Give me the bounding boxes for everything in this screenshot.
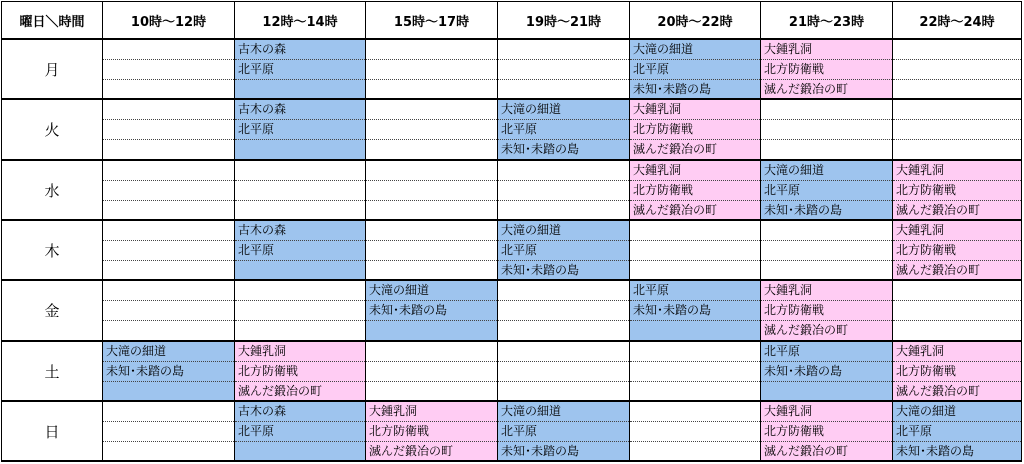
day-label: 木 <box>2 221 103 281</box>
cell-line: 北方防衛戦 <box>366 422 497 442</box>
day-label: 火 <box>2 100 103 161</box>
cell-line: 大滝の細道 <box>630 40 760 60</box>
cell-line: 北平原 <box>498 241 629 261</box>
cell-line: 滅んだ鍛冶の町 <box>764 444 849 458</box>
empty-cell <box>366 161 498 221</box>
cell-line: 大滝の細道 <box>498 221 629 241</box>
schedule-cell <box>761 40 893 100</box>
cell-line: 大鍾乳洞 <box>630 161 760 181</box>
cell-line <box>235 442 365 461</box>
cell-line <box>630 422 760 442</box>
cell-line: 未知･未踏の島 <box>630 301 760 321</box>
cell-line: 北平原 <box>630 281 760 301</box>
schedule-cell <box>630 40 761 100</box>
schedule-cell <box>761 281 893 342</box>
empty-cell <box>761 221 893 281</box>
cell-line <box>366 382 497 401</box>
cell-line: 北方防衛戦 <box>893 362 1021 382</box>
schedule-cell <box>366 402 498 462</box>
cell-line: 大滝の細道 <box>366 281 497 301</box>
cell-line <box>103 80 234 99</box>
schedule-cell <box>498 402 630 462</box>
cell-line: 大滝の細道 <box>498 402 629 422</box>
cell-line <box>103 261 234 280</box>
time-slot-header: 19時～21時 <box>498 2 630 40</box>
cell-line: 滅んだ鍛冶の町 <box>896 384 981 398</box>
cell-line <box>103 120 234 140</box>
cell-line <box>498 382 629 401</box>
cell-line: 滅んだ鍛冶の町 <box>896 203 981 217</box>
cell-line: 北方防衛戦 <box>630 181 760 201</box>
empty-cell <box>103 161 235 221</box>
cell-line: 滅んだ鍛冶の町 <box>764 82 849 96</box>
cell-line <box>761 120 892 140</box>
cell-line <box>893 281 1021 301</box>
time-slot-header: 21時～23時 <box>761 2 893 40</box>
cell-line: 未知･未踏の島 <box>764 203 843 217</box>
schedule-cell <box>761 161 893 221</box>
cell-line <box>498 60 629 80</box>
cell-line <box>630 241 760 261</box>
cell-line <box>235 301 365 321</box>
cell-line <box>103 402 234 422</box>
cell-line <box>103 221 234 241</box>
time-slot-header: 20時～22時 <box>630 2 761 40</box>
cell-line: 滅んだ鍛冶の町 <box>764 323 849 337</box>
cell-line <box>893 301 1021 321</box>
cell-line <box>630 342 760 362</box>
cell-line <box>103 100 234 120</box>
cell-line <box>366 60 497 80</box>
cell-line: 未知･未踏の島 <box>501 142 580 156</box>
schedule-cell <box>235 40 366 100</box>
cell-line: 滅んだ鍛冶の町 <box>633 142 718 156</box>
cell-line <box>366 140 497 159</box>
cell-line <box>761 241 892 261</box>
schedule-cell <box>103 342 235 402</box>
schedule-cell <box>630 281 761 342</box>
cell-line: 大鍾乳洞 <box>366 402 497 422</box>
day-label: 日 <box>2 402 103 462</box>
empty-cell <box>366 342 498 402</box>
cell-line: 北平原 <box>498 422 629 442</box>
cell-line: 北方防衛戦 <box>761 60 892 80</box>
cell-line: 大滝の細道 <box>103 342 234 362</box>
empty-cell <box>103 221 235 281</box>
corner-header: 曜日＼時間 <box>2 2 103 40</box>
cell-line: 大滝の細道 <box>893 402 1021 422</box>
schedule-cell <box>630 161 761 221</box>
cell-line: 古木の森 <box>235 402 365 422</box>
schedule-cell <box>498 100 630 161</box>
cell-line <box>761 140 892 159</box>
cell-line <box>235 181 365 201</box>
cell-line <box>235 281 365 301</box>
cell-line <box>103 281 234 301</box>
cell-line <box>103 321 234 340</box>
cell-line <box>498 161 629 181</box>
time-slot-header: 22時～24時 <box>893 2 1022 40</box>
empty-cell <box>103 40 235 100</box>
cell-line <box>235 80 365 99</box>
cell-line: 滅んだ鍛冶の町 <box>633 203 718 217</box>
empty-cell <box>498 161 630 221</box>
empty-cell <box>761 100 893 161</box>
day-label: 金 <box>2 281 103 342</box>
schedule-cell <box>235 342 366 402</box>
schedule-cell <box>893 221 1022 281</box>
cell-line <box>630 402 760 422</box>
cell-line: 北方防衛戦 <box>630 120 760 140</box>
cell-line: 北平原 <box>761 342 892 362</box>
cell-line <box>103 382 234 401</box>
cell-line <box>235 201 365 220</box>
cell-line <box>366 80 497 99</box>
empty-cell <box>498 342 630 402</box>
empty-cell <box>893 100 1022 161</box>
cell-line: 滅んだ鍛冶の町 <box>896 263 981 277</box>
cell-line <box>893 80 1021 99</box>
day-label: 水 <box>2 161 103 221</box>
cell-line <box>630 321 760 340</box>
schedule-cell <box>893 402 1022 462</box>
empty-cell <box>235 161 366 221</box>
cell-line <box>103 241 234 261</box>
cell-line <box>498 342 629 362</box>
cell-line: 未知･未踏の島 <box>501 263 580 277</box>
cell-line <box>366 201 497 220</box>
time-slot-header: 12時～14時 <box>235 2 366 40</box>
empty-cell <box>103 100 235 161</box>
empty-cell <box>630 342 761 402</box>
time-slot-header: 10時～12時 <box>103 2 235 40</box>
cell-line: 滅んだ鍛冶の町 <box>369 444 454 458</box>
cell-line <box>498 40 629 60</box>
cell-line <box>103 442 234 461</box>
cell-line: 未知･未踏の島 <box>896 444 975 458</box>
cell-line <box>103 201 234 220</box>
cell-line <box>498 301 629 321</box>
cell-line: 北平原 <box>761 181 892 201</box>
cell-line <box>103 140 234 159</box>
cell-line <box>103 40 234 60</box>
cell-line <box>498 321 629 340</box>
empty-cell <box>235 281 366 342</box>
cell-line <box>103 161 234 181</box>
cell-line: 北平原 <box>235 241 365 261</box>
schedule-cell <box>366 281 498 342</box>
cell-line <box>366 342 497 362</box>
cell-line <box>235 261 365 280</box>
cell-line <box>366 40 497 60</box>
cell-line: 大鍾乳洞 <box>893 221 1021 241</box>
cell-line: 未知･未踏の島 <box>501 444 580 458</box>
cell-line <box>498 80 629 99</box>
cell-line <box>498 201 629 220</box>
cell-line: 未知･未踏の島 <box>761 362 892 382</box>
cell-line <box>366 241 497 261</box>
cell-line <box>893 100 1021 120</box>
cell-line: 古木の森 <box>235 100 365 120</box>
cell-line: 大鍾乳洞 <box>761 281 892 301</box>
cell-line: 大鍾乳洞 <box>761 402 892 422</box>
empty-cell <box>366 100 498 161</box>
cell-line <box>103 60 234 80</box>
empty-cell <box>498 40 630 100</box>
time-slot-header: 15時～17時 <box>366 2 498 40</box>
cell-line: 古木の森 <box>235 221 365 241</box>
cell-line <box>235 321 365 340</box>
empty-cell <box>366 221 498 281</box>
schedule-cell <box>235 402 366 462</box>
cell-line <box>498 362 629 382</box>
schedule-cell <box>893 342 1022 402</box>
cell-line <box>498 181 629 201</box>
cell-line <box>630 362 760 382</box>
schedule-cell <box>235 221 366 281</box>
cell-line <box>893 321 1021 340</box>
cell-line <box>893 140 1021 159</box>
cell-line <box>366 362 497 382</box>
cell-line <box>103 181 234 201</box>
cell-line <box>630 382 760 401</box>
cell-line: 北平原 <box>235 120 365 140</box>
cell-line: 北平原 <box>235 422 365 442</box>
schedule-cell <box>498 221 630 281</box>
cell-line <box>630 221 760 241</box>
cell-line <box>761 261 892 280</box>
cell-line: 未知･未踏の島 <box>633 82 712 96</box>
cell-line <box>235 161 365 181</box>
empty-cell <box>630 402 761 462</box>
empty-cell <box>366 40 498 100</box>
cell-line <box>761 221 892 241</box>
cell-line: 北方防衛戦 <box>235 362 365 382</box>
cell-line: 大鍾乳洞 <box>630 100 760 120</box>
empty-cell <box>103 402 235 462</box>
schedule-cell <box>761 342 893 402</box>
empty-cell <box>498 281 630 342</box>
cell-line: 大鍾乳洞 <box>235 342 365 362</box>
cell-line: 北平原 <box>893 422 1021 442</box>
cell-line: 北方防衛戦 <box>893 241 1021 261</box>
day-label: 土 <box>2 342 103 402</box>
empty-cell <box>630 221 761 281</box>
cell-line: 大鍾乳洞 <box>893 161 1021 181</box>
schedule-cell <box>761 402 893 462</box>
cell-line: 大鍾乳洞 <box>893 342 1021 362</box>
day-label: 月 <box>2 40 103 100</box>
cell-line: 古木の森 <box>235 40 365 60</box>
cell-line: 大鍾乳洞 <box>761 40 892 60</box>
cell-line <box>103 422 234 442</box>
cell-line: 大滝の細道 <box>498 100 629 120</box>
cell-line <box>630 261 760 280</box>
cell-line: 北平原 <box>630 60 760 80</box>
cell-line: 北方防衛戦 <box>761 422 892 442</box>
cell-line <box>761 100 892 120</box>
schedule-cell <box>235 100 366 161</box>
cell-line <box>103 301 234 321</box>
cell-line: 未知･未踏の島 <box>366 301 497 321</box>
cell-line <box>366 181 497 201</box>
cell-line <box>498 281 629 301</box>
cell-line: 未知･未踏の島 <box>103 362 234 382</box>
cell-line: 滅んだ鍛冶の町 <box>238 384 323 398</box>
cell-line: 北方防衛戦 <box>761 301 892 321</box>
cell-line <box>893 60 1021 80</box>
empty-cell <box>893 281 1022 342</box>
cell-line <box>893 120 1021 140</box>
cell-line <box>366 321 497 340</box>
cell-line <box>235 140 365 159</box>
empty-cell <box>893 40 1022 100</box>
cell-line: 北平原 <box>235 60 365 80</box>
cell-line <box>366 261 497 280</box>
cell-line: 大滝の細道 <box>761 161 892 181</box>
cell-line <box>630 442 760 461</box>
cell-line <box>366 221 497 241</box>
cell-line: 北平原 <box>498 120 629 140</box>
schedule-cell <box>630 100 761 161</box>
cell-line: 北方防衛戦 <box>893 181 1021 201</box>
cell-line <box>761 382 892 401</box>
cell-line <box>366 120 497 140</box>
empty-cell <box>103 281 235 342</box>
cell-line <box>366 100 497 120</box>
schedule-cell <box>893 161 1022 221</box>
cell-line <box>893 40 1021 60</box>
cell-line <box>366 161 497 181</box>
